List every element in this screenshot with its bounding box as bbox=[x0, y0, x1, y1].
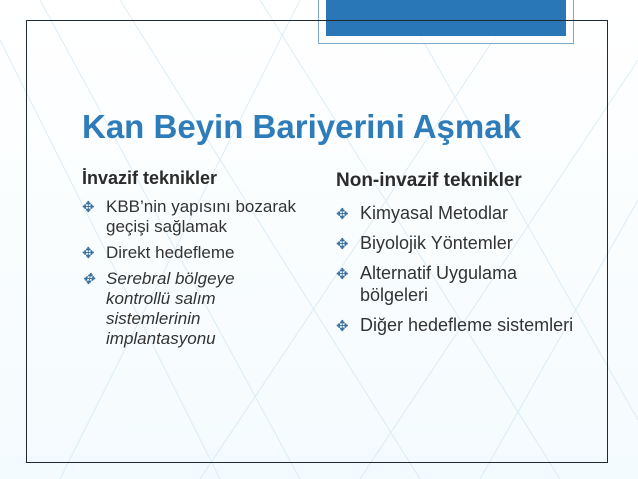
invasive-heading: İnvazif teknikler bbox=[82, 168, 218, 188]
list-item bbox=[336, 202, 586, 224]
bullet-icon: ✥ bbox=[82, 245, 95, 262]
list-item-text: Alternatif Uygulama bölgeleri bbox=[360, 263, 518, 305]
list-item-text: Kimyasal Metodlar bbox=[360, 203, 509, 223]
list-item bbox=[336, 262, 586, 306]
bullet-icon: ✥ bbox=[82, 271, 95, 288]
bullet-icon: ✥ bbox=[336, 266, 349, 283]
list-item bbox=[82, 243, 297, 263]
list-item-text: Serebral bölgeye kontrollü salım sistemlerinin implantasyonu bbox=[106, 269, 235, 348]
bullet-icon: ✥ bbox=[336, 236, 349, 253]
bullet-icon: ✥ bbox=[82, 199, 95, 216]
non-invasive-heading: Non-invazif teknikler bbox=[336, 170, 522, 191]
slide-title: Kan Beyin Bariyerini Aşmak bbox=[82, 108, 521, 145]
list-item-text: Biyolojik Yöntemler bbox=[360, 233, 513, 253]
bullet-icon: ✥ bbox=[336, 318, 349, 335]
list-item-text: KBB’nin yapısını bozarak geçişi sağlamak bbox=[106, 197, 296, 236]
bullet-icon: ✥ bbox=[336, 206, 349, 223]
list-item bbox=[336, 314, 586, 336]
list-item-text: Direkt hedefleme bbox=[106, 243, 235, 262]
invasive-techniques-column bbox=[82, 168, 297, 355]
list-item-text: Diğer hedefleme sistemleri bbox=[360, 315, 574, 335]
list-item bbox=[336, 232, 586, 254]
list-item bbox=[82, 269, 297, 349]
non-invasive-techniques-column bbox=[336, 170, 586, 344]
list-item bbox=[82, 197, 297, 237]
